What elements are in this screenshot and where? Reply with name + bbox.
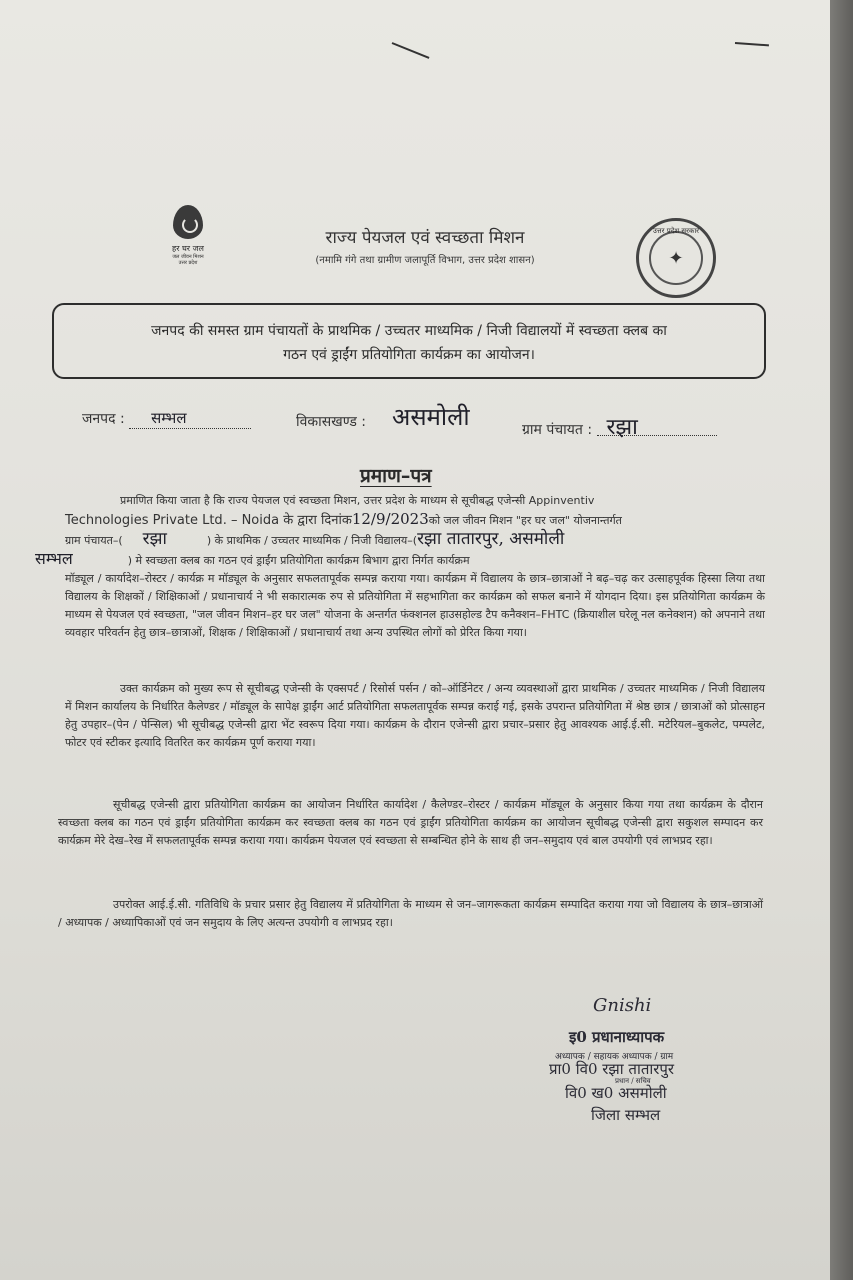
logo-text: उत्तर प्रदेश [178, 260, 198, 266]
logo-text: हर घर जल [172, 244, 204, 253]
org-title: राज्य पेयजल एवं स्वच्छता मिशन [325, 228, 525, 248]
p2-body: उक्त कार्यक्रम को मुख्य रूप से सूचीबद्ध एजेन्सी के एक्सपर्ट / रिसोर्स पर्सन / को–ऑर्डिनेटर / अन्य व्यवस्थाओं द्वारा प्राथमिक / उच्चतर माध्यमिक / निजी विद्यालय में मिशन कार्यालय के निर्धारित कैलेण्डर / मॉड्यूल के सापेक्ष ड्राईंग आर्ट प्रतियोगिता सफलतापूर्वक सम्पन्न कराई गई, इसके उपरान्त प्रतियोगिता में श्रेष्ठ छात्र / छात्राओं को प्रोत्साहन हेतु उपहार–(पेन / पेन्सिल) भी सूचीबद्ध एजेन्सी द्वारा भेंट स्वरूप दिया गया। कार्यक्रम के दौरान एजेन्सी द्वारा प्रचार–प्रसार हेतु आवश्यक आई.ई.सी. मटेरियल–बुकलेट, पम्पलेट, फोटर एवं स्टीकर इत्यादि वितरित कर कार्यक्रम पूर्ण कराया गया। [65, 682, 765, 749]
pen-mark [392, 42, 430, 59]
janpad-value: सम्भल [129, 408, 251, 429]
water-drop-icon [173, 205, 203, 239]
certificate-paragraph-1 [35, 492, 765, 642]
p1-text: ) के प्राथमिक / उच्चतर माध्यमिक / निजी विद्यालय–( [206, 534, 418, 547]
stamp-text: वि0 ख0 असमोली [565, 1084, 667, 1102]
p4-body: उपरोक्त आई.ई.सी. गतिविधि के प्रचार प्रसार हेतु विद्यालय में प्रतियोगिता के माध्यम से जन–जागरूकता कार्यक्रम सम्पादित कराया गया जो विद्यालय के छात्र–छात्राओं / अध्यापक / अध्यापिकाओं एवं जन समुदाय के लिए अत्यन्त उपयोगी व लाभप्रद रहा। [58, 898, 763, 929]
stamp-text: जिला सम्भल [591, 1106, 661, 1124]
subject-box [52, 303, 766, 379]
subject-line: जनपद की समस्त ग्राम पंचायतों के प्राथमिक / उच्चतर माध्यमिक / निजी विद्यालयों में स्वच्छता क्लब का [151, 323, 667, 339]
p1-text: ) मे स्वच्छता क्लब का गठन एवं ड्राईंग प्रतियोगिता कार्यक्रम बिभाग द्वारा निर्गत कार्यक्रम [127, 554, 470, 567]
p1-body: मॉड्यूल / कार्यादेश–रोस्टर / कार्यक्र म मॉड्यूल के अनुसार सफलतापूर्वक सम्पन्न कराया गया। कार्यक्रम में विद्यालय के छात्र–छात्राओं ने बढ़–चढ़ कर उत्साहपूर्वक हिस्सा लिया तथा विद्यालय के शिक्षकों / शिक्षिकाओं / प्रधानाचार्य ने भी सकारात्मक रुप से प्रतियोगिता में सहभागिता कर कार्यक्रम को सफल बनाने में योगदान दिया। इस प्रतियोगिता कार्यक्रम के माध्यम से पेयजल एवं स्वच्छता, "जल जीवन मिशन–हर घर जल" योजना के अन्तर्गत फंक्शनल हाउसहोल्ड टैप कनैक्शन–FHTC (क्रियाशील घरेलू नल कनेक्शन) को अपनाने तथा व्यवहार परिवर्तन हेतु छात्र–छात्राओं, शिक्षक / शिक्षिकाओं / प्रधानाचार्य तथा अन्य उपस्थित लोगों को प्रेरित किया गया। [65, 572, 765, 639]
stamp-text: इ0 प्रधानाध्यापक [569, 1028, 665, 1046]
janpad-field [82, 408, 251, 429]
handwritten-date: 12/9/2023 [351, 510, 429, 528]
subject-line: गठन एवं ड्राईंग प्रतियोगिता कार्यक्रम का आयोजन। [283, 347, 535, 363]
p1-text: Technologies Private Ltd. – Noida के द्वारा दिनांक [65, 513, 352, 528]
gram-panchayat-label: ग्राम पंचायत : [522, 422, 593, 438]
gram-panchayat-field [522, 415, 717, 440]
seal-text: उत्तर प्रदेश सरकार [652, 227, 700, 235]
certificate-paragraph-3 [58, 796, 763, 850]
header [235, 225, 615, 266]
logo-text: जल जीवन मिशन [172, 254, 204, 260]
org-subtitle: (नमामि गंगे तथा ग्रामीण जलापूर्ति विभाग, उत्तर प्रदेश शासन) [315, 255, 535, 266]
stamp-text: प्रधान / सचिव [615, 1077, 651, 1085]
p1-text: ग्राम पंचायत–( [65, 534, 123, 547]
certificate-paragraph-2 [65, 680, 765, 752]
janpad-label: जनपद : [82, 411, 125, 427]
vikaskhand-value: असमोली [392, 403, 470, 431]
p1-line [65, 530, 765, 550]
vikaskhand-label: विकासखण्ड : [296, 414, 367, 430]
up-govt-seal-icon [636, 218, 716, 298]
background-edge [830, 0, 853, 1280]
p3-body: सूचीबद्ध एजेन्सी द्वारा प्रतियोगिता कार्यक्रम का आयोजन निर्धारित कार्यादेश / कैलेण्डर–रोस्टर / कार्यक्रम मॉड्यूल के अनुसार किया गया तथा कार्यक्रम के दौरान स्वच्छता क्लब का गठन एवं ड्राईंग प्रतियोगिता कार्यक्रम कर स्वच्छता क्लब का गठन एवं ड्राईंग प्रतियोगिता कार्यक्रम का आयोजन सूचीबद्ध एजेन्सी द्वारा सकुशल सम्पादन कर कार्यक्रम मेरे देख–रेख में सफलतापूर्वक सम्पन्न कराया गया। कार्यक्रम पेयजल एवं स्वच्छता से सम्बन्धित होने के साथ ही जन–समुदाय एवं बाल उपयोगी एवं लाभप्रद रहा। [58, 798, 763, 847]
pen-mark [735, 42, 769, 46]
p1-line [35, 549, 765, 570]
handwritten-gram-panchayat: रझा [142, 529, 167, 549]
stamp-text: अध्यापक / सहायक अध्यापक / ग्राम [555, 1052, 674, 1062]
vikaskhand-field [296, 412, 366, 431]
signature: Gnishi [593, 995, 652, 1016]
p1-line [65, 510, 765, 530]
handwritten-district: सम्भल [35, 549, 73, 568]
gram-panchayat-value: रझा [597, 421, 717, 436]
stamp-text: प्रा0 वि0 रझा तातारपुर [549, 1060, 675, 1078]
certificate-title: प्रमाण–पत्र [360, 465, 432, 487]
har-ghar-jal-logo [158, 205, 218, 266]
seal-emblem: ✦ [649, 231, 703, 285]
p1-line: प्रमाणित किया जाता है कि राज्य पेयजल एवं स्वच्छता मिशन, उत्तर प्रदेश के माध्यम से सूचीबद्ध एजेन्सी Appinventiv [120, 494, 595, 507]
p1-text: को जल जीवन मिशन "हर घर जल" योजनान्तर्गत [428, 514, 622, 527]
handwritten-school: रझा तातारपुर, असमोली [417, 529, 565, 549]
certificate-paragraph-4 [58, 896, 763, 932]
